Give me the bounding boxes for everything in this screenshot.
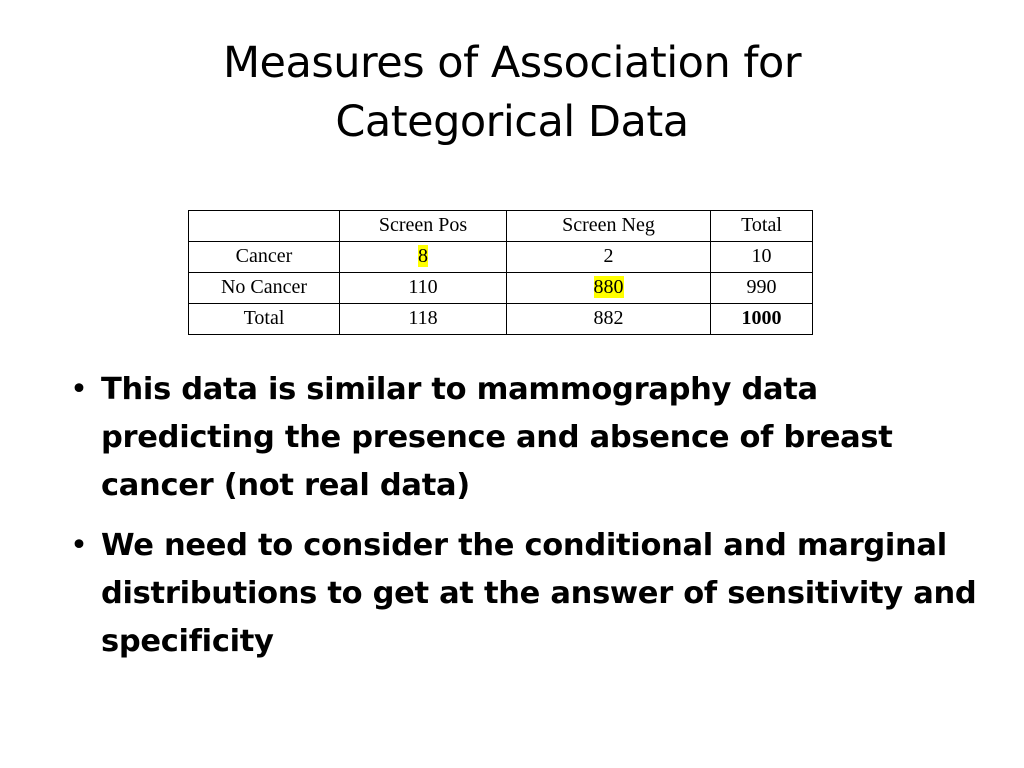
- table-cell: 110: [340, 273, 507, 304]
- table-header-cell-blank: [189, 211, 340, 242]
- highlighted-value: 8: [418, 245, 428, 267]
- table-header-cell-screen-neg: Screen Neg: [507, 211, 711, 242]
- row-label-total: Total: [189, 304, 340, 335]
- grand-total-cell: 1000: [711, 304, 813, 335]
- table-row: [189, 273, 813, 304]
- table-row: [189, 242, 813, 273]
- table-cell: 10: [711, 242, 813, 273]
- table-cell: [507, 273, 711, 304]
- bullet-text: This data is similar to mammography data predicting the presence and absence of breast cancer (not real data): [101, 372, 893, 503]
- table-header-cell-screen-pos: Screen Pos: [340, 211, 507, 242]
- slide-title-line-2: Categorical Data: [335, 97, 689, 147]
- table-header-cell-total: Total: [711, 211, 813, 242]
- table-cell: 118: [340, 304, 507, 335]
- table-cell: 2: [507, 242, 711, 273]
- bullet-icon: •: [70, 372, 88, 407]
- bullet-item: [60, 522, 980, 666]
- highlighted-value: 880: [593, 276, 624, 298]
- bullet-text: We need to consider the conditional and marginal distributions to get at the answer of sensitivity and specificity: [101, 528, 977, 659]
- row-label-cancer: Cancer: [189, 242, 340, 273]
- table-cell: 882: [507, 304, 711, 335]
- table-cell: 990: [711, 273, 813, 304]
- table-row: [189, 304, 813, 335]
- bullet-icon: •: [70, 528, 88, 563]
- slide-title: [0, 34, 1024, 152]
- table-header-row: [189, 211, 813, 242]
- bullet-list: [60, 366, 980, 678]
- slide-title-line-1: Measures of Association for: [222, 38, 802, 88]
- row-label-no-cancer: No Cancer: [189, 273, 340, 304]
- contingency-table: [188, 210, 813, 335]
- bullet-item: [60, 366, 980, 510]
- table-cell: [340, 242, 507, 273]
